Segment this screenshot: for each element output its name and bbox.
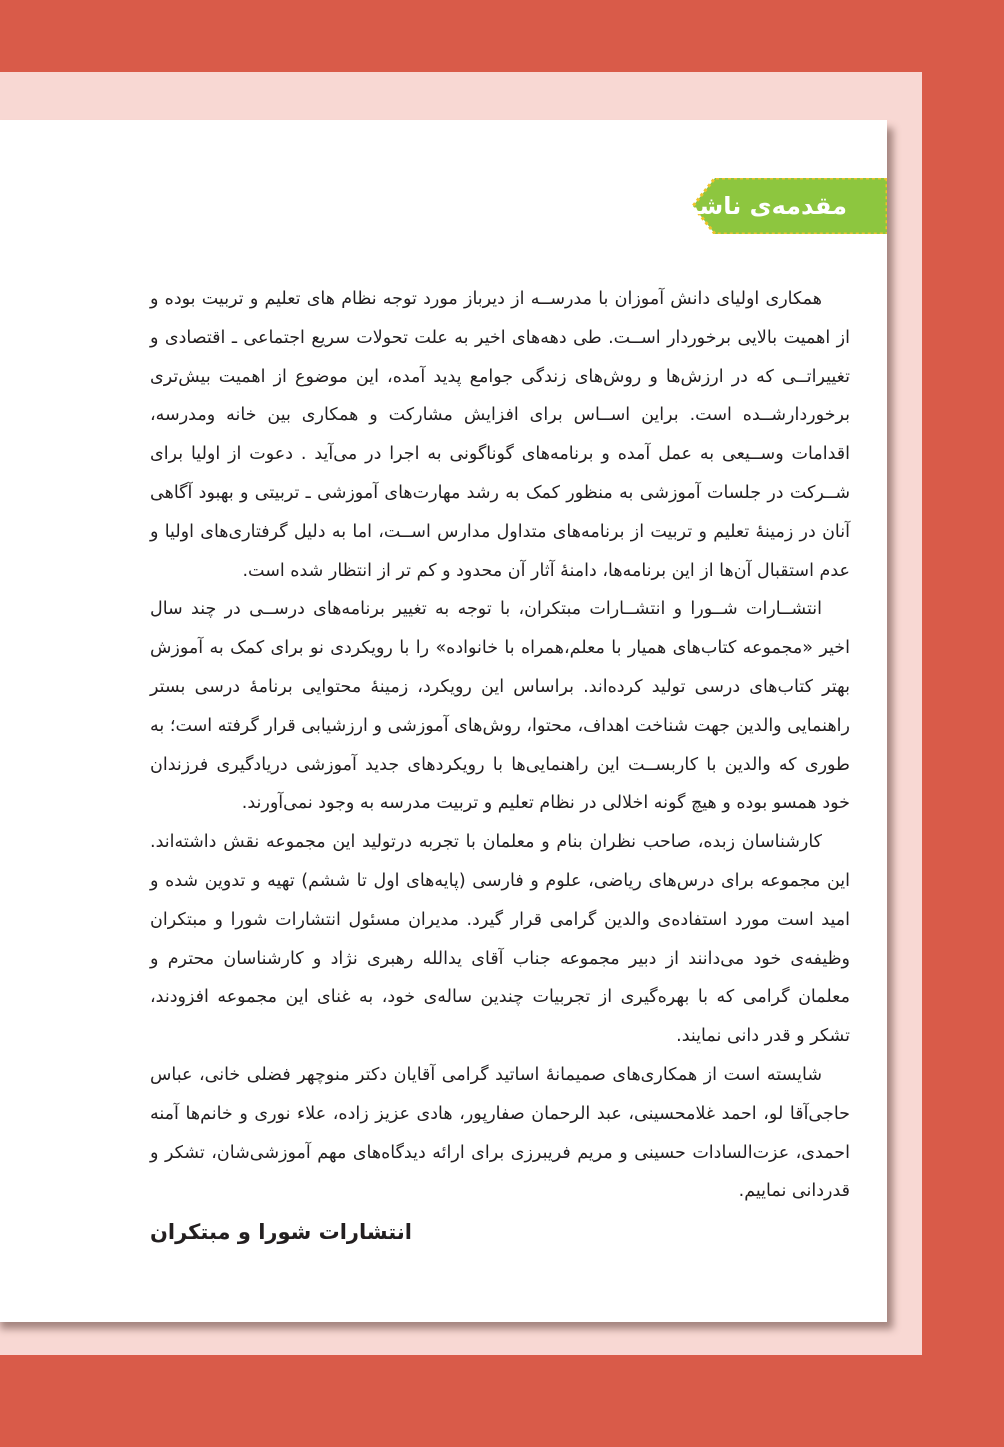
publisher-signature: انتشارات شورا و مبتکران xyxy=(150,1220,412,1244)
section-title: مقدمه‌ی ناشر xyxy=(684,192,847,220)
body-text xyxy=(150,280,850,1211)
page xyxy=(0,120,887,1322)
paragraph-contributors: کارشناسان زبده، صاحب نظران بنام و معلمان با تجربه درتولید این مجموعه نقش داشته‌اند. این مجموعه برای درس‌های ریاضی، علوم و فارسی (پایه‌های اول تا ششم) تهیه و تدوین شده و امید است مورد استفاده‌ی والدین گرامی قرار گیرد. مدیران مسئول انتشارات شورا و مبتکران وظیفه‌ی خود می‌دانند از دبیر مجموعه جناب آقای یدالله رهبری نژاد و کارشناسان محترم و معلمان گرامی که با بهره‌گیری از تجربیات چندین ساله‌ی خود، به غنای این مجموعه افزودند، تشکر و قدر دانی نمایند. xyxy=(150,832,850,1047)
paragraph-intro: همکاری اولیای دانش آموزان با مدرســه از دیرباز مورد توجه نظام های تعلیم و تربیت بوده و از اهمیت بالایی برخوردار اســت. طی دهه‌های اخیر به علت تحولات سریع اجتماعی ـ اقتصادی و تغییراتــی که در ارزش‌ها و روش‌های زندگی جوامع پدید آمده، این موضوع از اهمیت بیش‌تری برخوردارشــده است. براین اســاس برای افزایش مشارکت و همکاری بین خانه ومدرسه، اقدامات وســیعی به عمل آمده و برنامه‌های گوناگونی به اجرا در می‌آید . دعوت از اولیا برای شــرکت در جلسات آموزشی به منظور کمک به رشد مهارت‌های آموزشی ـ تربیتی و بهبود آگاهی آنان در زمینهٔ تعلیم و تربیت از برنامه‌های متداول مدارس اســت، اما به دلیل گرفتاری‌های اولیا و عدم استقبال آن‌ها از این برنامه‌ها، دامنهٔ آثار آن محدود و کم تر از انتظار شده است. xyxy=(150,289,850,581)
paragraph-acknowledgements: شایسته است از همکاری‌های صمیمانهٔ اساتید گرامی آقایان دکتر منوچهر فضلی خانی، عباس حاجی‌آقا لو، احمد غلامحسینی، عبد الرحمان صفارپور، هادی عزیز زاده، علاء نوری و خانم‌ها آمنه احمدی، عزت‌السادات حسینی و مریم فریبرزی برای ارائه دیدگاه‌های مهم آموزشی‌شان، تشکر و قدردانی نماییم. xyxy=(150,1064,850,1202)
section-title-tag xyxy=(684,178,887,234)
paragraph-series: انتشــارات شــورا و انتشــارات مبتکران، با توجه به تغییر برنامه‌های درســی در چند سال اخیر «مجموعه کتاب‌های همیار با معلم،همراه با خانواده» را با رویکردی نو برای کمک به آموزش بهتر کتاب‌های درسی تولید کرده‌اند. براساس این رویکرد، زمینهٔ محتوایی برنامهٔ درسی بستر راهنمایی والدین جهت شناخت اهداف، محتوا، روش‌های آموزشی و ارزشیابی قرار گرفته است؛ به طوری که والدین با کاربســت این راهنمایی‌ها با رویکردهای جدید آموزشی دریادگیری فرزندان خود همسو بوده و هیچ گونه اخلالی در نظام تعلیم و تربیت مدرسه به وجود نمی‌آورند. xyxy=(150,599,850,814)
